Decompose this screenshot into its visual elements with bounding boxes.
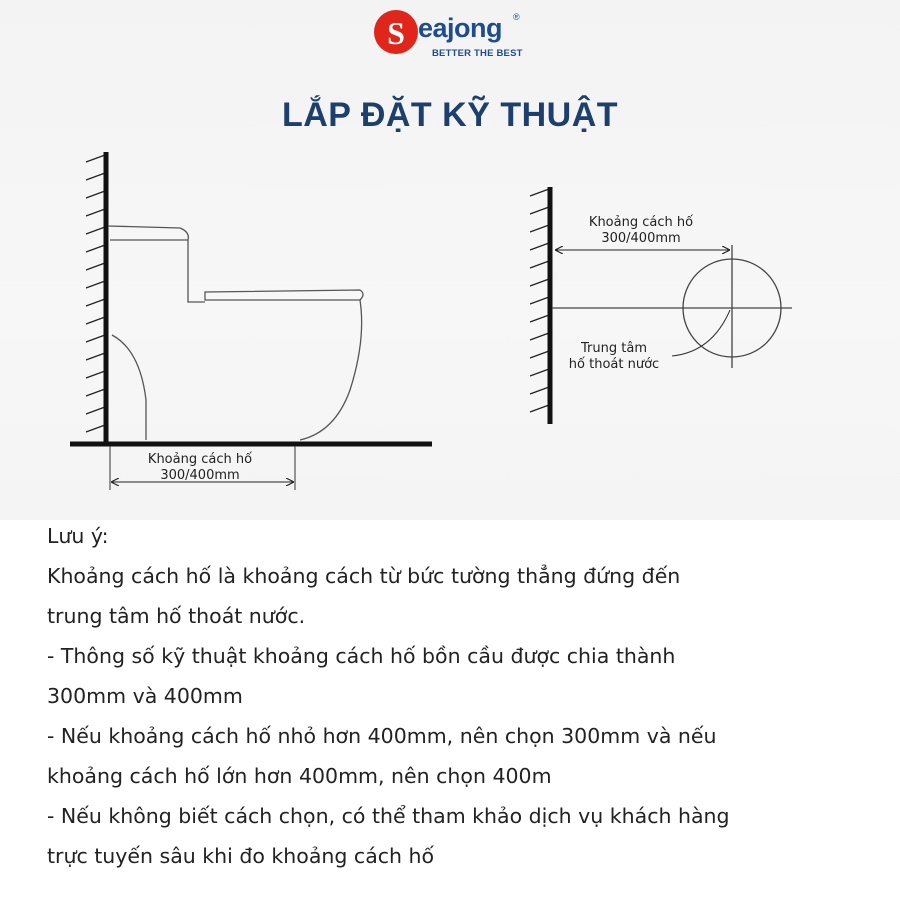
wall-hatching-left [86,155,105,432]
side-view [70,152,432,490]
drain-center-label [556,341,672,373]
notes-line: - Nếu không biết cách chọn, có thể tham khảo dịch vụ khách hàng [47,804,730,828]
notes-line: Khoảng cách hố là khoảng cách từ bức tường thẳng đứng đến [47,564,681,588]
notes-line: - Nếu khoảng cách hố nhỏ hơn 400mm, nên chọn 300mm và nếu [47,724,717,748]
logo-initial: S [387,15,405,51]
top-dim-label-line1: Khoảng cách hố [588,215,694,230]
side-dim-label [120,452,280,484]
installation-notes [47,516,877,876]
notes-line: 300mm và 400mm [47,684,243,708]
drain-center-label-line1: Trung tâm [581,341,647,356]
wall-hatching-right [530,189,549,412]
notes-line: - Thông số kỹ thuật khoảng cách hố bồn cầu được chia thành [47,644,676,668]
side-dim-label-line2: 300/400mm [160,468,240,483]
notes-heading: Lưu ý: [47,524,109,548]
logo-wordmark: eajong [418,13,503,43]
logo-registered-mark: ® [513,12,520,22]
top-dim-label-line2: 300/400mm [601,231,681,246]
notes-line: khoảng cách hố lớn hơn 400mm, nên chọn 400m [47,764,552,788]
page-title: LẮP ĐẶT KỸ THUẬT [281,96,619,134]
notes-line: trực tuyến sâu khi đo khoảng cách hố [47,844,435,868]
top-dim-label [561,215,721,247]
drain-center-label-line2: hố thoát nước [568,357,660,372]
center-leader-line [672,310,730,356]
notes-line: trung tâm hố thoát nước. [47,604,306,628]
toilet-outline [108,226,363,440]
side-dim-label-line1: Khoảng cách hố [147,452,253,467]
logo-tagline: BETTER THE BEST [432,48,523,59]
